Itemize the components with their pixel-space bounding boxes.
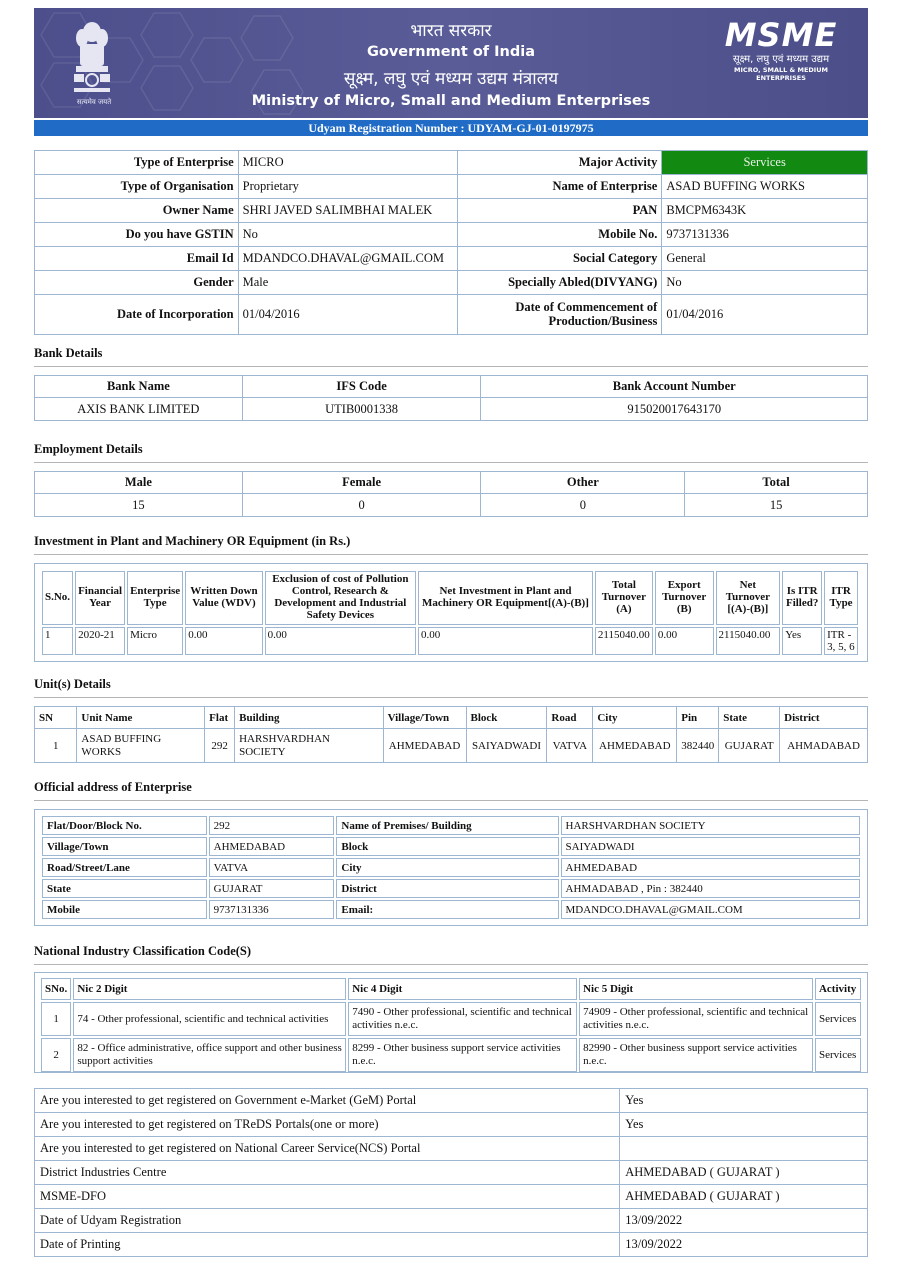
address-label: District (336, 879, 558, 898)
column-header: Financial Year (75, 571, 125, 625)
header-hindi-line1: भारत सरकार (410, 21, 492, 41)
table-cell: 82 - Office administrative, office support and other business support activities (73, 1038, 346, 1072)
mobile-label: Mobile No. (457, 223, 662, 247)
registration-answer: Yes (620, 1089, 868, 1113)
unit-details-table (34, 706, 868, 763)
table-row (35, 729, 868, 763)
column-header: ITR Type (824, 571, 858, 625)
email-value: MDANDCO.DHAVAL@GMAIL.COM (238, 247, 457, 271)
table-row (42, 627, 858, 655)
table-row (35, 398, 868, 421)
gender-label: Gender (35, 271, 239, 295)
column-header: SN (35, 707, 77, 729)
emblem-caption: सत्यमेव जयते (76, 98, 112, 106)
column-header: Activity (815, 978, 861, 1000)
major-activity-value: Services (662, 151, 868, 175)
social-category-value: General (662, 247, 868, 271)
column-header: Bank Name (35, 376, 243, 398)
gstin-label: Do you have GSTIN (35, 223, 239, 247)
table-row (35, 175, 868, 199)
address-value: AHMEDABAD (561, 858, 860, 877)
table-row (42, 858, 860, 877)
table-cell: 2020-21 (75, 627, 125, 655)
column-header: Other (481, 472, 685, 494)
column-header: Net Turnover [(A)-(B)] (716, 571, 781, 625)
registration-answer: Yes (620, 1113, 868, 1137)
registration-answer: 13/09/2022 (620, 1209, 868, 1233)
registration-question: Date of Udyam Registration (35, 1209, 620, 1233)
investment-table (40, 569, 860, 657)
registration-answer: AHMEDABAD ( GUJARAT ) (620, 1185, 868, 1209)
pan-label: PAN (457, 199, 662, 223)
address-value: GUJARAT (209, 879, 335, 898)
column-header: Pin (677, 707, 719, 729)
column-header: Is ITR Filled? (782, 571, 822, 625)
column-header: SNo. (41, 978, 71, 1000)
table-row (35, 1137, 868, 1161)
table-row (42, 900, 860, 919)
table-cell: SAIYADWADI (466, 729, 547, 763)
registration-question: MSME-DFO (35, 1185, 620, 1209)
address-label: Road/Street/Lane (42, 858, 207, 877)
address-label: State (42, 879, 207, 898)
column-header: Total Turnover (A) (595, 571, 653, 625)
table-cell: AHMEDABAD (593, 729, 677, 763)
commencement-label: Date of Commencement of Production/Business (457, 295, 662, 335)
msme-logo: MSME (724, 16, 838, 54)
table-header-row (35, 472, 868, 494)
address-label: Mobile (42, 900, 207, 919)
social-category-label: Social Category (457, 247, 662, 271)
table-cell: HARSHVARDHAN SOCIETY (235, 729, 383, 763)
table-header-row (41, 978, 861, 1000)
table-cell: 0.00 (418, 627, 593, 655)
column-header: Written Down Value (WDV) (185, 571, 262, 625)
table-header-row (42, 571, 858, 625)
table-row (41, 1038, 861, 1072)
ifs-code: UTIB0001338 (242, 398, 481, 421)
table-cell: VATVA (547, 729, 593, 763)
address-value: AHMADABAD , Pin : 382440 (561, 879, 860, 898)
column-header: State (719, 707, 780, 729)
table-cell: 1 (42, 627, 73, 655)
column-header: Nic 5 Digit (579, 978, 813, 1000)
table-row (35, 247, 868, 271)
mobile-value: 9737131336 (662, 223, 868, 247)
bank-details-table (34, 375, 868, 421)
column-header: Female (242, 472, 481, 494)
registration-question: District Industries Centre (35, 1161, 620, 1185)
table-row (35, 151, 868, 175)
official-address-title: Official address of Enterprise (34, 780, 192, 794)
table-cell: 2 (41, 1038, 71, 1072)
enterprise-details-table (34, 150, 868, 335)
table-row (41, 1002, 861, 1036)
column-header: Block (466, 707, 547, 729)
bank-details-title: Bank Details (34, 346, 103, 360)
table-header-row (35, 376, 868, 398)
table-cell: ASAD BUFFING WORKS (77, 729, 205, 763)
type-of-organisation-value: Proprietary (238, 175, 457, 199)
address-label: City (336, 858, 558, 877)
table-row (42, 879, 860, 898)
table-cell: Services (815, 1038, 861, 1072)
table-cell: 1 (35, 729, 77, 763)
column-header: Total (685, 472, 868, 494)
table-cell: 0.00 (265, 627, 416, 655)
official-address-table (40, 814, 862, 921)
divider (34, 800, 868, 801)
table-row (35, 1161, 868, 1185)
divider (34, 554, 868, 555)
table-row (35, 1233, 868, 1257)
address-value: HARSHVARDHAN SOCIETY (561, 816, 860, 835)
table-cell: 7490 - Other professional, scientific and technical activities n.e.c. (348, 1002, 577, 1036)
incorporation-value: 01/04/2016 (238, 295, 457, 335)
column-header: S.No. (42, 571, 73, 625)
registration-question: Are you interested to get registered on National Career Service(NCS) Portal (35, 1137, 620, 1161)
bank-account-number: 915020017643170 (481, 398, 868, 421)
table-row (35, 494, 868, 517)
divider (34, 964, 868, 965)
header-english-line2: Ministry of Micro, Small and Medium Enterprises (251, 93, 651, 109)
name-of-enterprise-label: Name of Enterprise (457, 175, 662, 199)
divyang-label: Specially Abled(DIVYANG) (457, 271, 662, 295)
divider (34, 697, 868, 698)
column-header: IFS Code (242, 376, 481, 398)
female-count: 0 (242, 494, 481, 517)
address-value: 292 (209, 816, 335, 835)
name-of-enterprise-value: ASAD BUFFING WORKS (662, 175, 868, 199)
msme-logo-hindi: सूक्ष्म, लघु एवं मध्यम उद्यम (732, 54, 830, 65)
column-header: Village/Town (383, 707, 466, 729)
gender-value: Male (238, 271, 457, 295)
nic-title: National Industry Classification Code(S) (34, 944, 252, 958)
table-row (35, 1209, 868, 1233)
address-label: Flat/Door/Block No. (42, 816, 207, 835)
address-label: Block (336, 837, 558, 856)
table-cell: 1 (41, 1002, 71, 1036)
table-cell: 0.00 (185, 627, 262, 655)
table-cell: Services (815, 1002, 861, 1036)
column-header: Nic 4 Digit (348, 978, 577, 1000)
table-cell: 382440 (677, 729, 719, 763)
employment-details-title: Employment Details (34, 442, 143, 456)
table-cell: 8299 - Other business support service activities n.e.c. (348, 1038, 577, 1072)
address-value: AHMEDABAD (209, 837, 335, 856)
table-row (35, 1113, 868, 1137)
table-row (35, 271, 868, 295)
header-hindi-line2: सूक्ष्म, लघु एवं मध्यम उद्यम मंत्रालय (343, 69, 559, 89)
column-header: Net Investment in Plant and Machinery OR Equipment[(A)-(B)] (418, 571, 593, 625)
table-row (42, 816, 860, 835)
incorporation-label: Date of Incorporation (35, 295, 239, 335)
pan-value: BMCPM6343K (662, 199, 868, 223)
registration-answer: AHMEDABAD ( GUJARAT ) (620, 1161, 868, 1185)
registration-question: Are you interested to get registered on Government e-Market (GeM) Portal (35, 1089, 620, 1113)
table-cell: AHMADABAD (780, 729, 868, 763)
column-header: Exclusion of cost of Pollution Control, Research & Development and Industrial Safety Devices (265, 571, 416, 625)
owner-name-value: SHRI JAVED SALIMBHAI MALEK (238, 199, 457, 223)
email-label: Email Id (35, 247, 239, 271)
column-header: City (593, 707, 677, 729)
registration-info-table (34, 1088, 868, 1257)
address-value: SAIYADWADI (561, 837, 860, 856)
nic-table (39, 976, 863, 1074)
gstin-value: No (238, 223, 457, 247)
table-cell: 292 (205, 729, 235, 763)
column-header: District (780, 707, 868, 729)
type-of-enterprise-value: MICRO (238, 151, 457, 175)
investment-title: Investment in Plant and Machinery OR Equipment (in Rs.) (34, 534, 351, 548)
table-cell: 74909 - Other professional, scientific and technical activities n.e.c. (579, 1002, 813, 1036)
table-header-row (35, 707, 868, 729)
address-label: Village/Town (42, 837, 207, 856)
address-value: 9737131336 (209, 900, 335, 919)
table-cell: GUJARAT (719, 729, 780, 763)
registration-answer (620, 1137, 868, 1161)
registration-question: Date of Printing (35, 1233, 620, 1257)
table-cell: 2115040.00 (716, 627, 781, 655)
divider (34, 366, 868, 367)
divyang-value: No (662, 271, 868, 295)
table-row (35, 295, 868, 335)
column-header: Enterprise Type (127, 571, 183, 625)
table-cell: ITR - 3, 5, 6 (824, 627, 858, 655)
column-header: Bank Account Number (481, 376, 868, 398)
table-row (42, 837, 860, 856)
table-cell: AHMEDABAD (383, 729, 466, 763)
address-label: Email: (336, 900, 558, 919)
commencement-value: 01/04/2016 (662, 295, 868, 335)
registration-answer: 13/09/2022 (620, 1233, 868, 1257)
header-english-line1: Government of India (366, 44, 536, 60)
registration-question: Are you interested to get registered on TReDS Portals(one or more) (35, 1113, 620, 1137)
type-of-enterprise-label: Type of Enterprise (35, 151, 239, 175)
table-cell: 82990 - Other business support service activities n.e.c. (579, 1038, 813, 1072)
column-header: Building (235, 707, 383, 729)
column-header: Unit Name (77, 707, 205, 729)
table-cell: 2115040.00 (595, 627, 653, 655)
employment-details-table (34, 471, 868, 517)
major-activity-label: Major Activity (457, 151, 662, 175)
msme-logo-english: MICRO, SMALL & MEDIUM ENTERPRISES (734, 66, 828, 82)
divider (34, 462, 868, 463)
table-row (35, 199, 868, 223)
column-header: Road (547, 707, 593, 729)
table-row (35, 1089, 868, 1113)
bank-name: AXIS BANK LIMITED (35, 398, 243, 421)
column-header: Export Turnover (B) (655, 571, 714, 625)
owner-name-label: Owner Name (35, 199, 239, 223)
udyam-registration-number-bar: Udyam Registration Number : UDYAM-GJ-01-0197975 (34, 120, 868, 136)
male-count: 15 (35, 494, 243, 517)
header-banner (34, 8, 868, 118)
total-count: 15 (685, 494, 868, 517)
other-count: 0 (481, 494, 685, 517)
type-of-organisation-label: Type of Organisation (35, 175, 239, 199)
address-value: MDANDCO.DHAVAL@GMAIL.COM (561, 900, 860, 919)
table-cell: Yes (782, 627, 822, 655)
table-row (35, 1185, 868, 1209)
table-cell: 0.00 (655, 627, 714, 655)
column-header: Nic 2 Digit (73, 978, 346, 1000)
address-value: VATVA (209, 858, 335, 877)
column-header: Flat (205, 707, 235, 729)
address-label: Name of Premises/ Building (336, 816, 558, 835)
unit-details-title: Unit(s) Details (34, 677, 111, 691)
table-cell: Micro (127, 627, 183, 655)
table-cell: 74 - Other professional, scientific and technical activities (73, 1002, 346, 1036)
table-row (35, 223, 868, 247)
column-header: Male (35, 472, 243, 494)
